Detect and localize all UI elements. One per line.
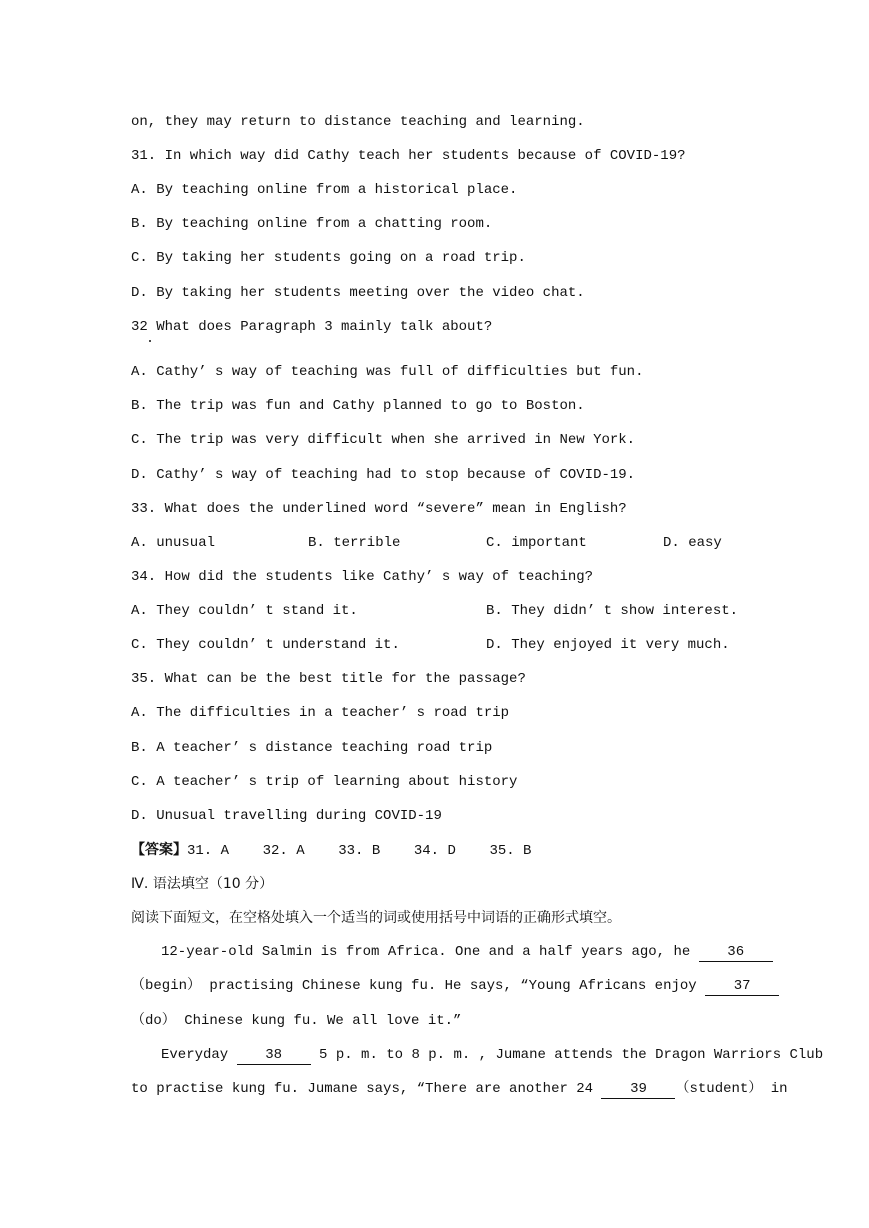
blank-37[interactable]: 37 — [705, 977, 779, 996]
stray-dot-mark — [149, 340, 151, 342]
passage-text: Everyday — [161, 1047, 229, 1063]
passage-line-5 — [131, 1079, 788, 1099]
intro-tail-text: on, they may return to distance teaching and learning. — [131, 114, 585, 130]
q32-option-d: D. Cathy’ s way of teaching had to stop because of COVID-19. — [131, 467, 636, 483]
q32-stem: 32 What does Paragraph 3 mainly talk about? — [131, 319, 493, 335]
q32-option-a: A. Cathy’ s way of teaching was full of difficulties but fun. — [131, 364, 644, 380]
blank-39[interactable]: 39 — [601, 1080, 675, 1099]
q35-stem: 35. What can be the best title for the passage? — [131, 671, 526, 687]
passage-text: （begin） practising Chinese kung fu. He says, “Young Africans enjoy — [131, 978, 697, 994]
q34-option-a: A. They couldn’ t stand it. — [131, 603, 358, 619]
q34-stem: 34. How did the students like Cathy’ s way of teaching? — [131, 569, 594, 585]
answer-key-label: 【答案】 — [131, 842, 187, 858]
q35-option-a: A. The difficulties in a teacher’ s road trip — [131, 705, 510, 721]
q35-option-b: B. A teacher’ s distance teaching road trip — [131, 740, 493, 756]
q34-option-b: B. They didn’ t show interest. — [486, 603, 739, 619]
q33-option-d: D. easy — [663, 535, 722, 551]
q31-option-b: B. By teaching online from a chatting room. — [131, 216, 493, 232]
q31-option-d: D. By taking her students meeting over the video chat. — [131, 285, 585, 301]
passage-line-1 — [161, 942, 773, 962]
q32-option-b: B. The trip was fun and Cathy planned to go to Boston. — [131, 398, 585, 414]
q31-option-a: A. By teaching online from a historical place. — [131, 182, 518, 198]
q34-option-d: D. They enjoyed it very much. — [486, 637, 730, 653]
q33-option-b: B. terrible — [308, 535, 401, 551]
blank-38[interactable]: 38 — [237, 1046, 311, 1065]
q31-option-c: C. By taking her students going on a road trip. — [131, 250, 526, 266]
q33-stem: 33. What does the underlined word “severe” mean in English? — [131, 501, 627, 517]
answer-key — [131, 840, 531, 861]
passage-line-4 — [161, 1045, 823, 1065]
q35-option-d: D. Unusual travelling during COVID-19 — [131, 808, 442, 824]
passage-text: 12-year-old Salmin is from Africa. One and a half years ago, he — [161, 944, 691, 960]
passage-text: 5 p. m. to 8 p. m. , Jumane attends the Dragon Warriors Club — [319, 1047, 824, 1063]
passage-line-2 — [131, 976, 779, 996]
q32-option-c: C. The trip was very difficult when she arrived in New York. — [131, 432, 636, 448]
q35-option-c: C. A teacher’ s trip of learning about history — [131, 774, 518, 790]
answer-key-values: 31. A 32. A 33. B 34. D 35. B — [187, 843, 532, 859]
section-4-instruction: 阅读下面短文，在空格处填入一个适当的词或使用括号中词语的正确形式填空。 — [131, 910, 621, 926]
section-4-title: Ⅳ. 语法填空（10 分） — [131, 876, 274, 892]
passage-text: （student） in — [675, 1081, 788, 1097]
q31-stem: 31. In which way did Cathy teach her students because of COVID-19? — [131, 148, 686, 164]
blank-36[interactable]: 36 — [699, 943, 773, 962]
q34-option-c: C. They couldn’ t understand it. — [131, 637, 400, 653]
q33-option-c: C. important — [486, 535, 587, 551]
q33-option-a: A. unusual — [131, 535, 216, 551]
passage-line-3: （do） Chinese kung fu. We all love it.” — [131, 1013, 462, 1029]
passage-text: to practise kung fu. Jumane says, “There are another 24 — [131, 1081, 594, 1097]
